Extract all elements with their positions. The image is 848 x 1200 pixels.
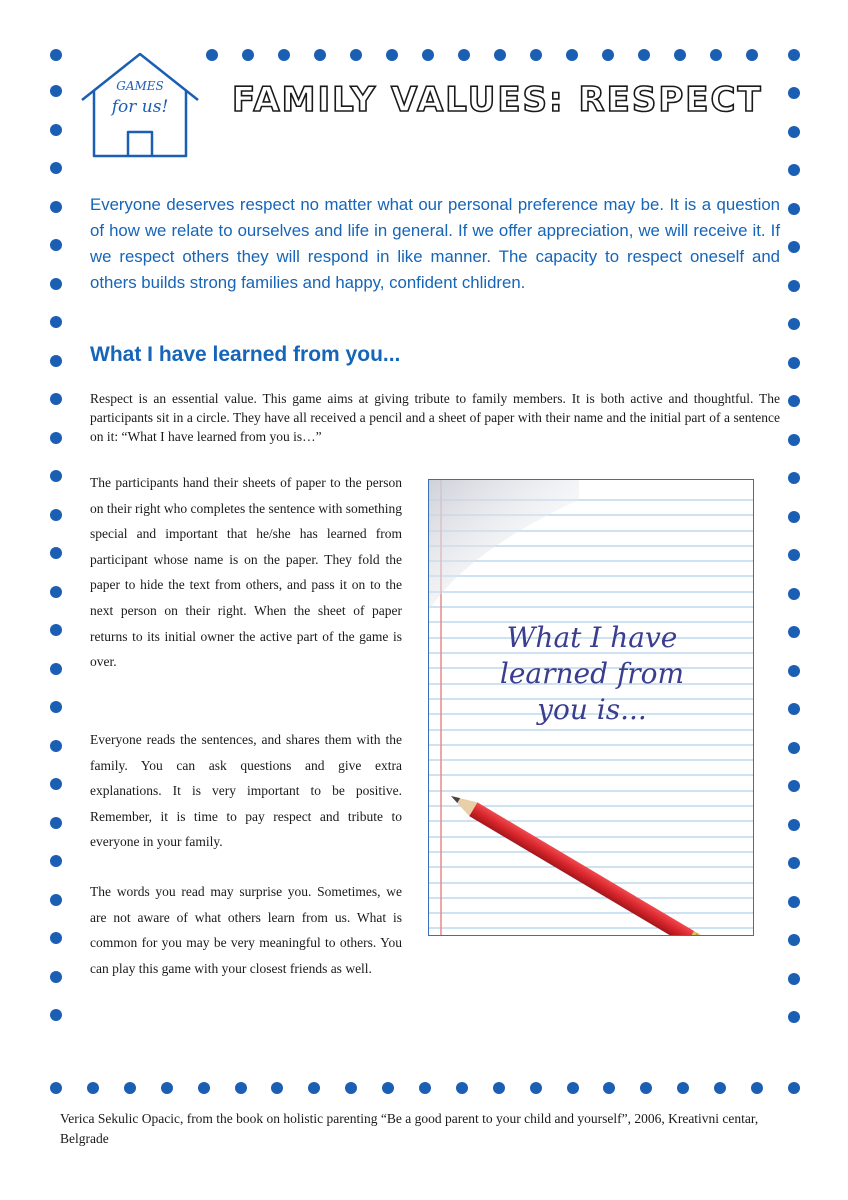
border-dot	[788, 588, 800, 600]
border-dot	[788, 780, 800, 792]
border-dot	[206, 49, 218, 61]
border-dot	[50, 355, 62, 367]
border-dot	[751, 1082, 763, 1094]
border-dot	[50, 894, 62, 906]
border-dot	[746, 49, 758, 61]
border-dot	[788, 626, 800, 638]
border-dot	[674, 49, 686, 61]
border-dot	[788, 126, 800, 138]
page-title: FAMILY VALUES: RESPECT	[232, 80, 763, 120]
border-dot	[640, 1082, 652, 1094]
paragraph-closing: The words you read may surprise you. Sometimes, we are not aware of what others learn from us. What is common for you may be very meaningful to others. You can play this game with your closest friends as well.	[90, 884, 402, 976]
border-dot	[242, 49, 254, 61]
border-dot	[788, 434, 800, 446]
border-dot	[788, 472, 800, 484]
border-dot	[382, 1082, 394, 1094]
border-dot	[567, 1082, 579, 1094]
border-dot	[602, 49, 614, 61]
games-for-us-logo	[78, 50, 202, 162]
border-dot	[788, 280, 800, 292]
border-dot	[386, 49, 398, 61]
border-dot	[788, 87, 800, 99]
border-dot	[50, 509, 62, 521]
border-dot	[493, 1082, 505, 1094]
border-dot	[530, 1082, 542, 1094]
border-dot	[566, 49, 578, 61]
border-dot	[714, 1082, 726, 1094]
border-dot	[50, 855, 62, 867]
border-dot	[50, 701, 62, 713]
border-dot	[50, 547, 62, 559]
border-dot	[788, 357, 800, 369]
border-dot	[50, 624, 62, 636]
border-dot	[788, 203, 800, 215]
border-dot	[50, 1082, 62, 1094]
footer-citation: Verica Sekulic Opacic, from the book on holistic parenting “Be a good parent to your child and yourself”, 2006, Kreativni centar, Belgrade	[60, 1111, 759, 1146]
border-dot	[788, 742, 800, 754]
border-dot	[494, 49, 506, 61]
border-dot	[50, 239, 62, 251]
border-dot	[788, 549, 800, 561]
logo-line-2: for us!	[111, 97, 169, 117]
notebook-illustration	[428, 479, 754, 936]
logo-line-1: GAMES	[116, 79, 164, 93]
border-dot	[788, 1082, 800, 1094]
border-dot	[788, 896, 800, 908]
border-dot	[788, 395, 800, 407]
border-dot	[50, 470, 62, 482]
border-dot	[50, 1009, 62, 1021]
paragraph-instructions: The participants hand their sheets of paper to the person on their right who completes the sentence with something special and important that he/she has learned from participant whose name is on the paper. They fold the paper to hide the text from others, and pass it on to the next person on their right. When the sheet of paper returns to its initial owner the active part of the game is over.	[90, 475, 402, 670]
border-dot	[87, 1082, 99, 1094]
border-dot	[345, 1082, 357, 1094]
border-dot	[350, 49, 362, 61]
page-curl-shadow	[429, 480, 579, 610]
border-dot	[788, 318, 800, 330]
border-dot	[50, 124, 62, 136]
border-dot	[788, 934, 800, 946]
border-dot	[50, 278, 62, 290]
paragraph-intro-game: Respect is an essential value. This game aims at giving tribute to family members. It is both active and thoughtful. The participants sit in a circle. They have all received a pencil and a sheet of paper with their name and the initial part of a sentence on it: “What I have learned from you is…”	[90, 391, 780, 444]
border-dot	[419, 1082, 431, 1094]
border-dot	[50, 432, 62, 444]
border-dot	[50, 393, 62, 405]
border-dot	[235, 1082, 247, 1094]
border-dot	[677, 1082, 689, 1094]
section-heading: What I have learned from you...	[90, 343, 401, 366]
handwriting-line-3: you is...	[537, 693, 647, 726]
border-dot	[50, 740, 62, 752]
border-dot	[788, 857, 800, 869]
border-dot	[603, 1082, 615, 1094]
border-dot	[788, 973, 800, 985]
border-dot	[50, 817, 62, 829]
border-dot	[50, 663, 62, 675]
border-dot	[530, 49, 542, 61]
border-dot	[458, 49, 470, 61]
border-dot	[788, 49, 800, 61]
border-dot	[314, 49, 326, 61]
border-dot	[788, 819, 800, 831]
border-dot	[422, 49, 434, 61]
border-dot	[456, 1082, 468, 1094]
border-dot	[788, 164, 800, 176]
border-dot	[50, 778, 62, 790]
handwriting-line-1: What I have	[506, 621, 678, 654]
border-dot	[50, 316, 62, 328]
border-dot	[50, 971, 62, 983]
border-dot	[50, 932, 62, 944]
border-dot	[50, 201, 62, 213]
border-dot	[788, 241, 800, 253]
border-dot	[161, 1082, 173, 1094]
border-dot	[710, 49, 722, 61]
border-dot	[278, 49, 290, 61]
border-dot	[50, 85, 62, 97]
border-dot	[124, 1082, 136, 1094]
border-dot	[788, 665, 800, 677]
intro-paragraph: Everyone deserves respect no matter what our personal preference may be. It is a question of how we relate to ourselves and life in general. If we offer appreciation, we will receive it. If we respect others they will respond in like manner. The capacity to respect oneself and others builds strong families and happy, confident chlidren.	[90, 195, 780, 292]
border-dot	[50, 586, 62, 598]
border-dot	[638, 49, 650, 61]
handwriting-line-2: learned from	[499, 657, 685, 690]
border-dot	[308, 1082, 320, 1094]
paragraph-sharing: Everyone reads the sentences, and shares them with the family. You can ask questions and give extra explanations. It is very important to be positive. Remember, it is time to pay respect and tribute to everyone in your family.	[90, 732, 402, 850]
border-dot	[50, 49, 62, 61]
border-dot	[271, 1082, 283, 1094]
border-dot	[788, 1011, 800, 1023]
border-dot	[788, 511, 800, 523]
border-dot	[788, 703, 800, 715]
border-dot	[50, 162, 62, 174]
border-dot	[198, 1082, 210, 1094]
pencil-icon	[447, 789, 718, 936]
